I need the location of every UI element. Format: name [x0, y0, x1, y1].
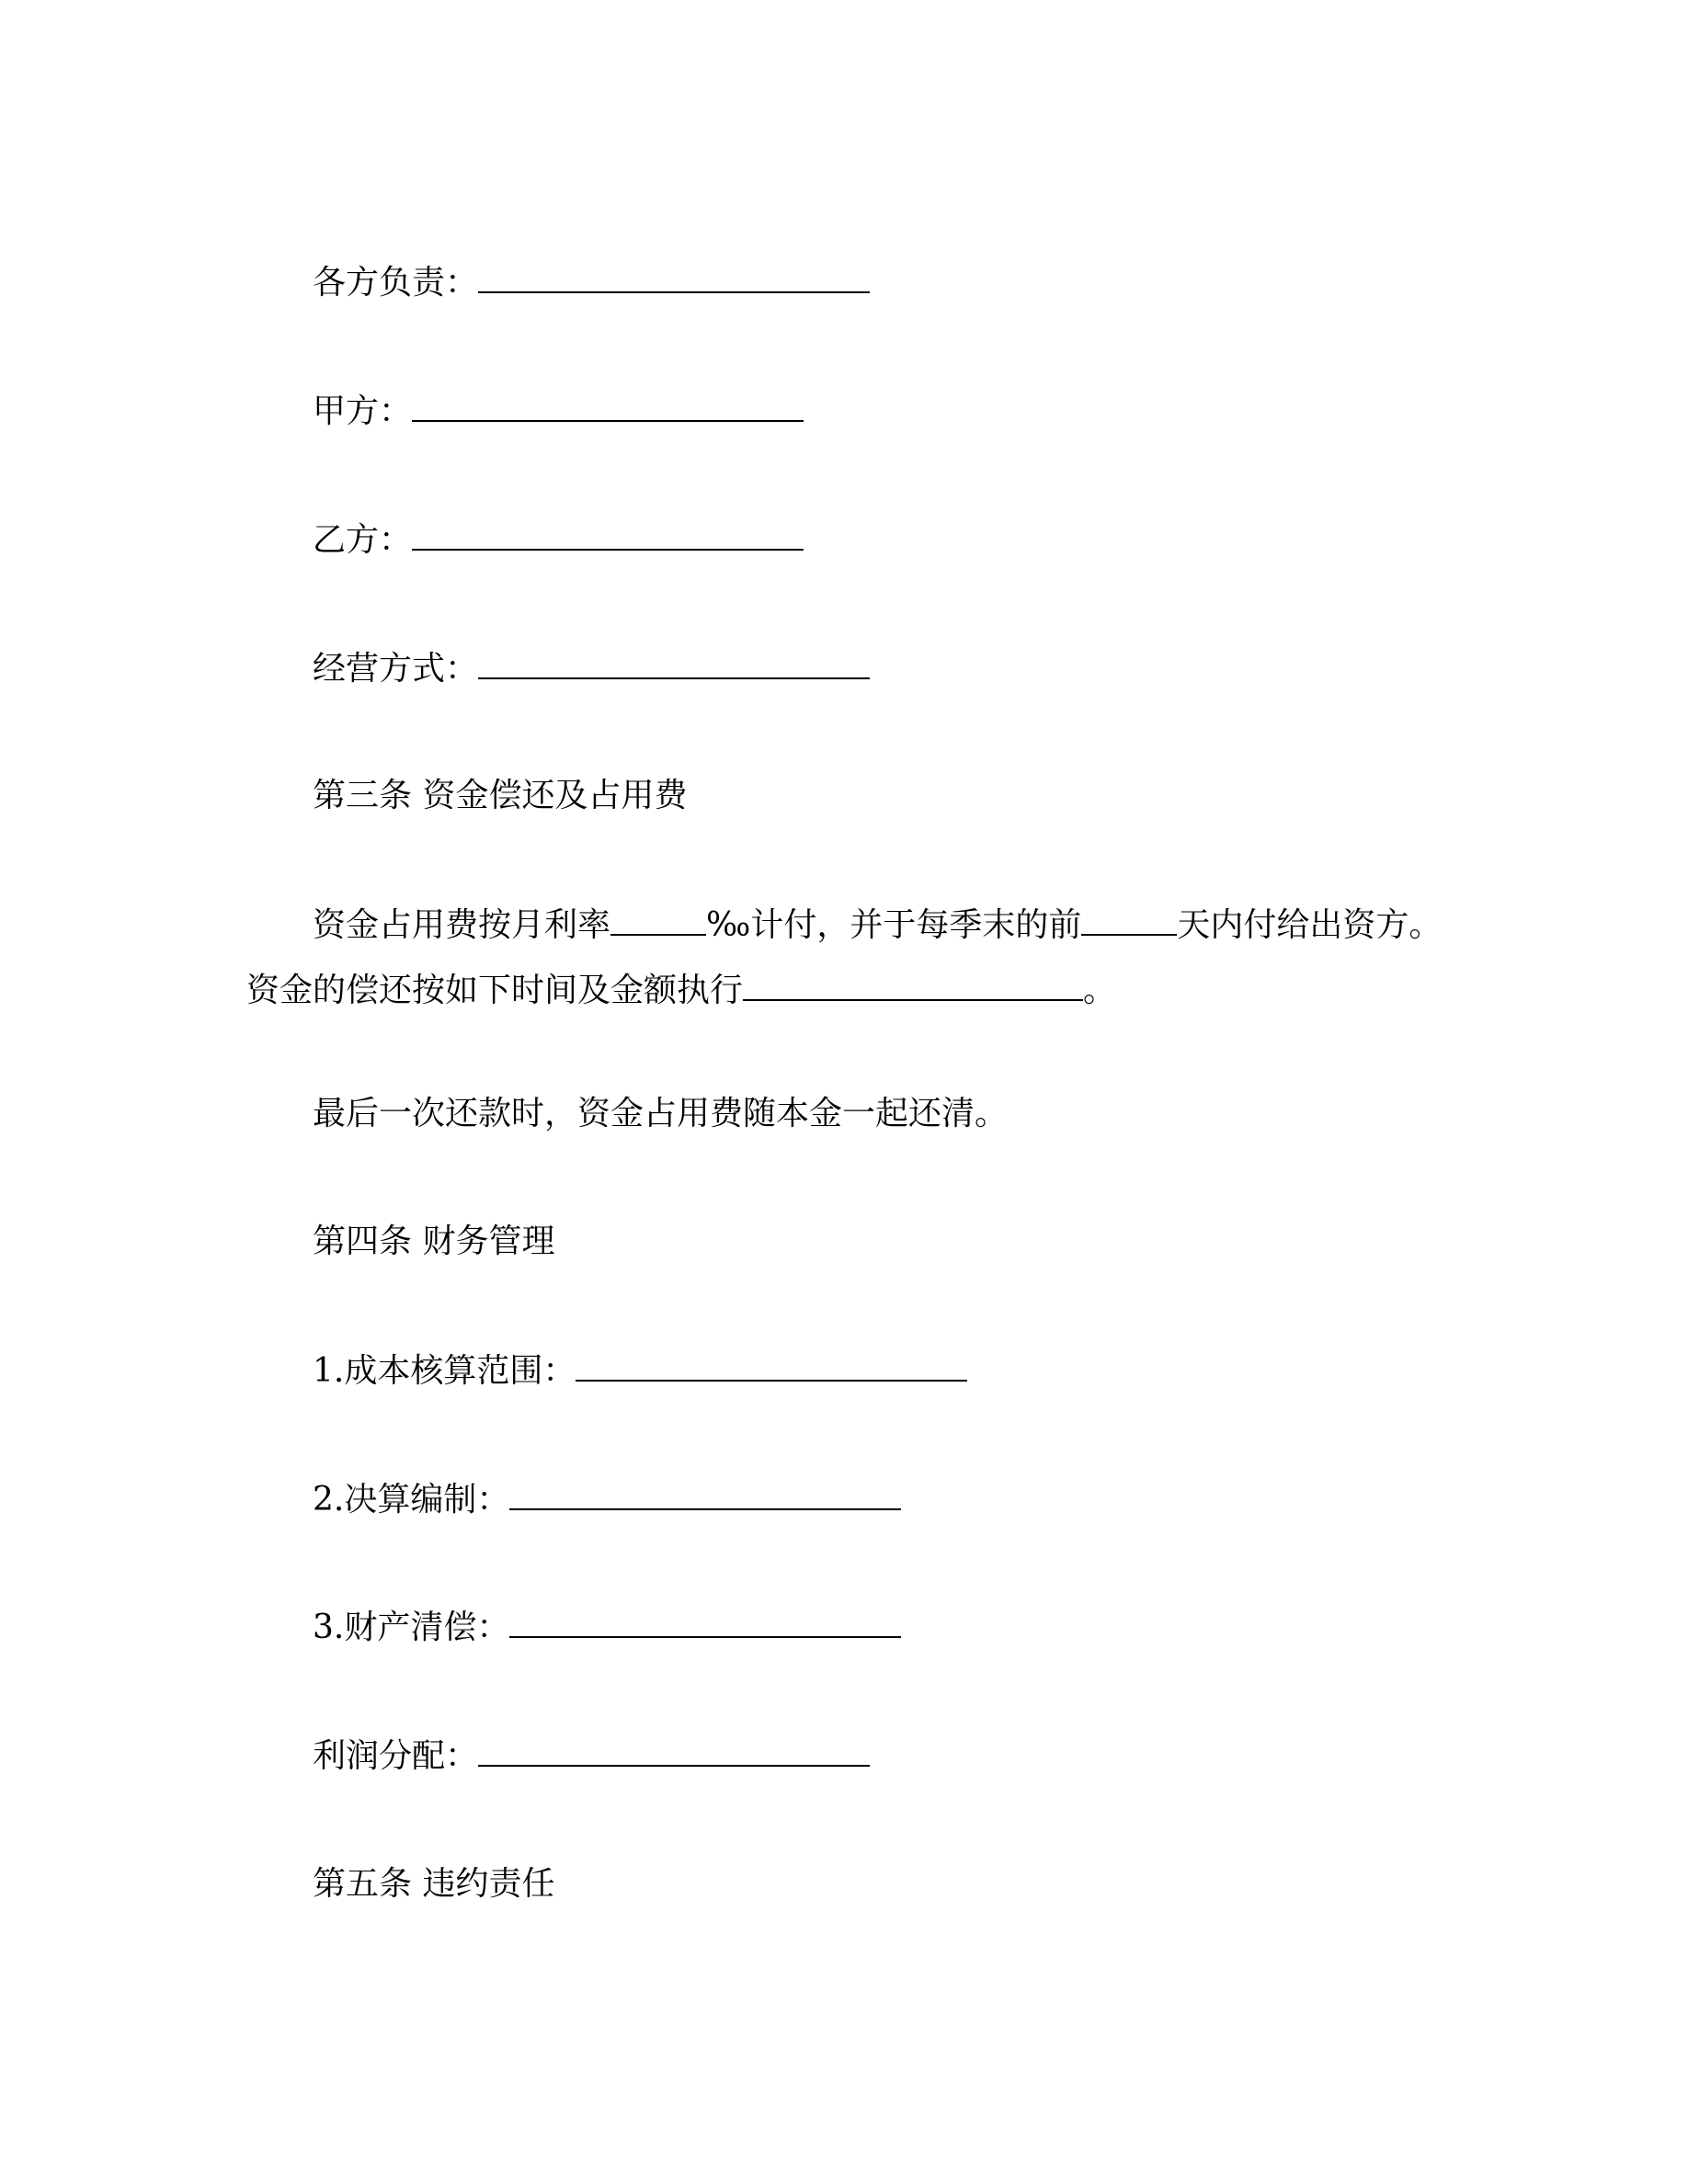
interest-text-1: 资金占用费按月利率 [313, 906, 611, 944]
days-blank[interactable] [1081, 906, 1177, 936]
party-a-label: 甲方： [313, 392, 413, 430]
interest-text-3: 天内付给出资方。 [1177, 906, 1443, 944]
monthly-rate-blank[interactable] [610, 906, 706, 936]
repayment-end-punct: 。 [1083, 972, 1117, 1009]
profit-distribution-label: 利润分配： [313, 1737, 479, 1775]
business-mode-blank[interactable] [478, 650, 870, 679]
asset-liquidation-label: 3.财产清偿： [313, 1609, 510, 1646]
business-mode-label: 经营方式： [313, 650, 479, 688]
line-party-b [313, 521, 804, 559]
party-a-blank[interactable] [412, 392, 804, 422]
final-accounts-label: 2.决算编制： [313, 1481, 510, 1519]
line-interest-terms [313, 906, 1442, 944]
line-asset-liquidation [313, 1609, 901, 1646]
repayment-schedule-blank[interactable] [743, 972, 1083, 1001]
profit-distribution-blank[interactable] [478, 1737, 870, 1767]
line-business-mode [313, 650, 870, 688]
line-profit-distribution [313, 1737, 870, 1775]
line-final-repayment: 最后一次还款时，资金占用费随本金一起还清。 [313, 1095, 1009, 1132]
article-5-heading: 第五条 违约责任 [313, 1865, 555, 1903]
line-party-a [313, 392, 804, 430]
line-repayment-schedule [246, 972, 1116, 1009]
final-accounts-blank[interactable] [509, 1481, 901, 1510]
article-3-heading: 第三条 资金偿还及占用费 [313, 777, 688, 814]
line-cost-accounting [313, 1352, 967, 1390]
line-final-accounts [313, 1481, 901, 1519]
asset-liquidation-blank[interactable] [509, 1609, 901, 1638]
article-4-heading: 第四条 财务管理 [313, 1223, 555, 1260]
responsible-parties-label: 各方负责： [313, 264, 479, 301]
responsible-parties-blank[interactable] [478, 264, 870, 293]
cost-accounting-blank[interactable] [576, 1352, 967, 1382]
party-b-label: 乙方： [313, 521, 413, 559]
repayment-text: 资金的偿还按如下时间及金额执行 [246, 972, 744, 1009]
interest-text-2: ‰计付，并于每季末的前 [706, 906, 1082, 944]
cost-accounting-label: 1.成本核算范围： [313, 1352, 576, 1390]
line-responsible-parties [313, 264, 870, 301]
party-b-blank[interactable] [412, 521, 804, 551]
